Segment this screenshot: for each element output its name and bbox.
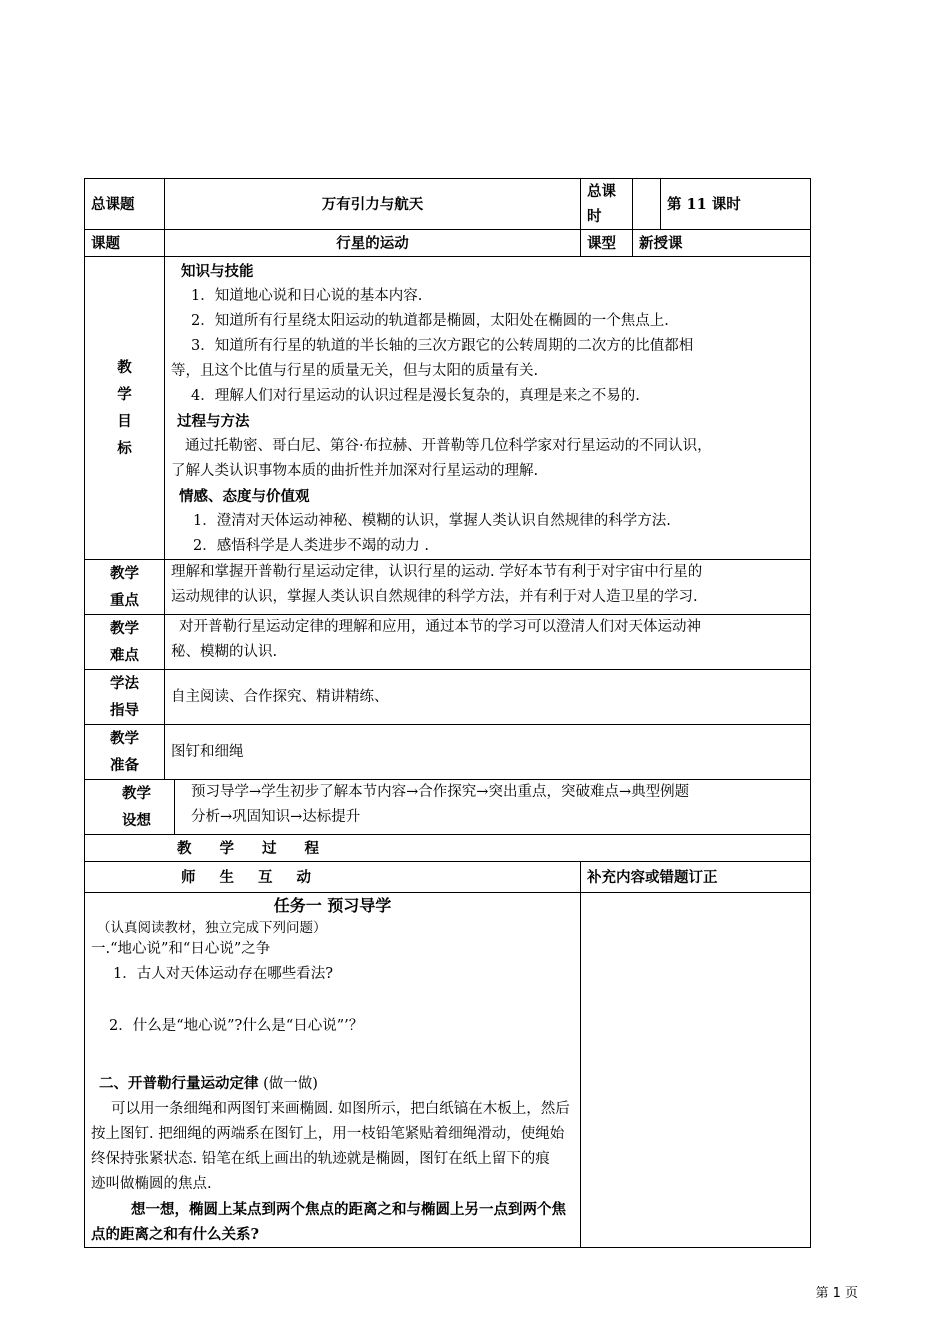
methods-content: 自主阅读、合作探究、精讲精练、 [165, 670, 811, 725]
supplement-title: 补充内容或错题订正 [581, 862, 811, 893]
knowledge-skills-title: 知识与技能 [181, 263, 254, 280]
process-title: 教学过程 [85, 835, 811, 862]
difficulties-line: 秘、模糊的认识. [171, 644, 278, 660]
total-topic-label: 总课题 [85, 179, 165, 230]
topic-value: 行星的运动 [165, 230, 581, 257]
process-line: 了解人类认识事物本质的曲折性并加深对行星运动的理解. [171, 463, 539, 479]
lesson-type-value: 新授课 [633, 230, 811, 257]
header-row-2 [85, 230, 811, 257]
difficulties-row [85, 615, 811, 670]
lesson-type-label: 课型 [581, 230, 633, 257]
header-row-1 [85, 179, 811, 230]
objective-item: 4．理解人们对行星运动的认识过程是漫长复杂的，真理是来之不易的. [191, 388, 640, 404]
design-row [85, 780, 811, 835]
think-line: 点的距离之和有什么关系? [91, 1226, 259, 1243]
attitude-item: 2．感悟科学是人类进步不竭的动力 . [193, 538, 429, 554]
objective-item: 3．知道所有行星的轨道的半长轴的三次方跟它的公转周期的二次方的比值都相 [191, 338, 694, 354]
task1-row [85, 893, 811, 1248]
page-number: 第 1 页 [815, 1286, 858, 1301]
objective-item-continued: 等，且这个比值与行星的质量无关，但与太阳的质量有关. [171, 363, 539, 379]
key-points-row [85, 560, 811, 615]
part1-title: 一.“地心说”和“日心说”之争 [91, 941, 271, 957]
difficulties-content [165, 615, 811, 670]
preparation-content: 图钉和细绳 [165, 725, 811, 780]
total-hours-label: 总课时 [581, 179, 633, 230]
interaction-title: 师生互动 [85, 862, 581, 893]
part2-title: 二、开普勒行量运动定律 [99, 1075, 259, 1092]
methods-row [85, 670, 811, 725]
objectives-row [85, 257, 811, 560]
difficulties-line: 对开普勒行星运动定律的理解和应用，通过本节的学习可以澄清人们对天体运动神 [179, 619, 701, 635]
task1-content [85, 893, 581, 1248]
design-label: 教学 设想 [85, 780, 175, 835]
process-title-row [85, 835, 811, 862]
part2-line: 可以用一条细绳和两图钉来画椭圆. 如图所示，把白纸镐在木板上，然后 [111, 1101, 570, 1117]
difficulties-label: 教学 难点 [85, 615, 165, 670]
total-topic-value: 万有引力与航天 [165, 179, 581, 230]
objectives-label: 教 学 目 标 [85, 257, 165, 560]
total-hours-value [633, 179, 661, 230]
preparation-label: 教学 准备 [85, 725, 165, 780]
think-line: 想一想，椭圆上某点到两个焦点的距离之和与椭圆上另一点到两个焦 [131, 1201, 566, 1218]
lesson-plan-table [84, 178, 811, 1248]
part2-line: 终保持张紧状态. 铅笔在纸上画出的轨迹就是椭圆，图钉在纸上留下的痕 [91, 1151, 550, 1167]
attitude-item: 1．澄清对天体运动神秘、模糊的认识，掌握人类认识自然规律的科学方法. [193, 513, 671, 529]
key-points-line: 运动规律的认识，掌握人类认识自然规律的科学方法，并有利于对人造卫星的学习. [171, 589, 698, 605]
part2-line: 按上图钉. 把细绳的两端系在图钉上，用一枝铅笔紧贴着细绳滑动，使绳始 [91, 1126, 565, 1142]
preparation-row [85, 725, 811, 780]
topic-label: 课题 [85, 230, 165, 257]
key-points-label: 教学 重点 [85, 560, 165, 615]
key-points-line: 理解和掌握开普勒行星运动定律，认识行星的运动. 学好本节有利于对宇宙中行星的 [171, 564, 703, 580]
design-line: 分析→巩固知识→达标提升 [191, 809, 361, 825]
attitude-values-title: 情感、态度与价值观 [179, 488, 310, 505]
part2-line: 迹叫做椭圆的焦点. [91, 1176, 212, 1192]
question-2: 2．什么是“地心说”?什么是“日心说”’？ [109, 1018, 364, 1034]
task1-title: 任务一 预习导学 [273, 896, 392, 915]
process-methods-title: 过程与方法 [177, 413, 250, 430]
objectives-content [165, 257, 811, 560]
key-points-content [165, 560, 811, 615]
question-1: 1．古人对天体运动存在哪些看法? [113, 966, 333, 982]
interaction-header-row [85, 862, 811, 893]
objective-item: 1．知道地心说和日心说的基本内容. [191, 288, 423, 304]
task1-note: （认真阅读教材，独立完成下列问题） [97, 920, 327, 936]
process-line: 通过托勒密、哥白尼、第谷·布拉赫、开普勒等几位科学家对行星运动的不同认识， [185, 438, 712, 454]
objective-item: 2．知道所有行星绕太阳运动的轨道都是椭圆，太阳处在椭圆的一个焦点上. [191, 313, 669, 329]
design-content [175, 780, 811, 835]
methods-label: 学法 指导 [85, 670, 165, 725]
design-line: 预习导学→学生初步了解本节内容→合作探究→突出重点，突破难点→典型例题 [191, 784, 690, 800]
lesson-number: 第 11 课时 [661, 179, 811, 230]
part2-note: (做一做) [263, 1076, 318, 1092]
part2-heading [91, 1071, 574, 1097]
supplement-area [581, 893, 811, 1248]
